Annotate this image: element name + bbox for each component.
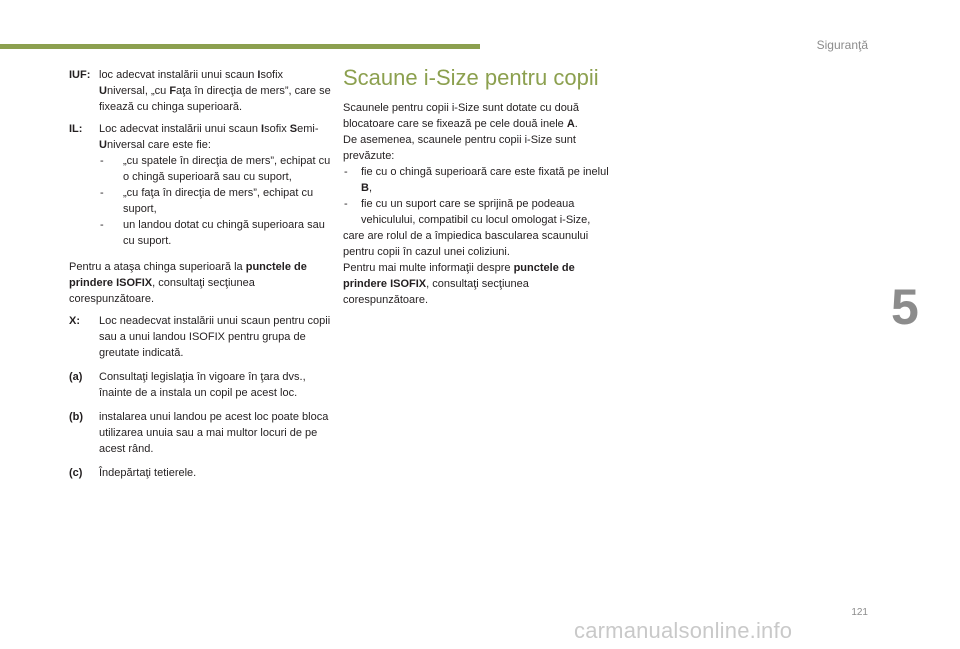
- section-title: Siguranţă: [816, 38, 868, 52]
- definition-label: IL:: [69, 123, 83, 135]
- definition-text: loc adecvat instalării unui scaun Isofix Universal, „cu Faţa în direcţia de mers”, care se fixează cu chinga superioară.: [99, 69, 331, 113]
- note-label: (a): [69, 371, 83, 383]
- note-c: [69, 465, 331, 481]
- header-accent-bar: [0, 44, 480, 49]
- left-column: [69, 67, 331, 485]
- definition-x: [69, 313, 331, 361]
- definition-label: X:: [69, 315, 80, 327]
- intro-paragraph: Scaunele pentru copii i-Size sunt dotate cu două blocatoare care se fixează pe cele două inele A.: [343, 102, 580, 130]
- list-item: - un landou dotat cu chingă superioara sau cu suport.: [100, 219, 325, 247]
- section-heading: Scaune i-Size pentru copii: [343, 65, 599, 90]
- list-item: - „cu faţa în direcţia de mers”, echipat cu suport,: [100, 187, 314, 215]
- note-a: [69, 369, 331, 401]
- note-text: Consultaţi legislaţia în vigoare în ţara dvs., înainte de a instala un copil pe acest loc.: [99, 371, 306, 399]
- isofix-reference-paragraph: Pentru mai multe informaţii despre punctele de prindere ISOFIX, consultaţi secţiunea corespunzătoare.: [343, 262, 575, 306]
- definition-text: Loc adecvat instalării unui scaun Isofix Semi-Universal care este fie: - „cu spatele în direcţia de mers”, echipat cu o chingă superioară sau cu suport, - „cu faţa în direcţia de mers”, echipat cu suport, - un landou dotat cu chingă superioara sau cu suport.: [99, 123, 331, 247]
- page-number: 121: [851, 607, 868, 618]
- equipment-paragraph: De asemenea, scaunele pentru copii i-Size sunt prevăzute:: [343, 134, 576, 162]
- purpose-paragraph: care are rolul de a împiedica bascularea scaunului pentru copii în cazul unei coliziuni.: [343, 230, 589, 258]
- definition-iuf: [69, 67, 331, 115]
- watermark: carmanualsonline.info: [574, 618, 793, 643]
- note-text: Îndepărtaţi tetierele.: [99, 467, 197, 479]
- definition-text: Loc neadecvat instalării unui scaun pentru copii sau a unui landou ISOFIX pentru grupa de greutate indicată.: [99, 315, 331, 359]
- note-b: [69, 409, 331, 457]
- chapter-number: 5: [891, 279, 919, 335]
- note-text: instalarea unui landou pe acest loc poate bloca utilizarea unuia sau a mai multor locuri de pe acest rând.: [99, 411, 329, 455]
- isofix-anchor-paragraph: Pentru a ataşa chinga superioară la punctele de prindere ISOFIX, consultaţi secţiunea corespunzătoare.: [69, 261, 307, 305]
- definition-il: [69, 121, 331, 249]
- list-item: - „cu spatele în direcţia de mers”, echipat cu o chingă superioară sau cu suport,: [100, 155, 331, 183]
- right-column: [343, 67, 613, 308]
- list-item: - fie cu un suport care se sprijină pe podeaua vehiculului, compatibil cu locul omologat i-Size,: [344, 198, 591, 226]
- definition-label: IUF:: [69, 69, 91, 81]
- note-label: (b): [69, 411, 84, 423]
- list-item: - fie cu o chingă superioară care este fixată pe inelul B,: [344, 166, 609, 194]
- note-label: (c): [69, 467, 83, 479]
